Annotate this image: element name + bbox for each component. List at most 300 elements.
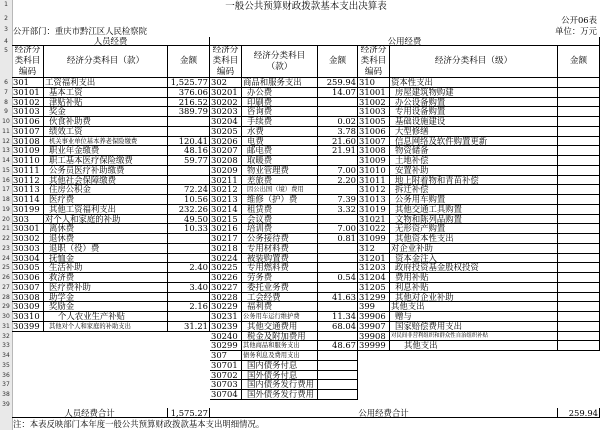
col-header-amount-1: 金额 xyxy=(168,46,210,78)
public-right-code-cell: 31204 xyxy=(358,273,390,283)
public-right-code-cell: 39907 xyxy=(358,322,390,332)
form-number: 公开06表 xyxy=(561,15,597,25)
public-mid-name-cell: 被装购置费 xyxy=(242,254,318,264)
public-mid-code-cell: 30228 xyxy=(210,293,242,303)
row-number: 23 xyxy=(2,244,10,252)
public-mid-amount-cell: 259.94 xyxy=(318,78,358,88)
personnel-code-cell: 30102 xyxy=(12,98,44,108)
public-mid-amount-cell xyxy=(318,302,358,312)
personnel-code-cell: 30113 xyxy=(12,185,44,195)
public-mid-amount-cell: 0.54 xyxy=(318,273,358,283)
public-right-code-cell: 31012 xyxy=(358,185,390,195)
row-number: 15 xyxy=(2,166,10,174)
public-mid-amount-cell xyxy=(318,380,358,390)
public-right-amount-cell xyxy=(558,156,600,166)
row-number: 8 xyxy=(4,98,8,106)
public-mid-name-cell: 邮电费 xyxy=(242,146,318,156)
public-right-name-cell: 土地补偿 xyxy=(390,156,558,166)
public-mid-code-cell: 30218 xyxy=(210,244,242,254)
row-number: 4 xyxy=(4,38,8,45)
public-mid-amount-cell xyxy=(318,156,358,166)
personnel-code-cell: 30114 xyxy=(12,195,44,205)
row-number: 26 xyxy=(2,274,10,281)
public-mid-code-cell: 30202 xyxy=(210,98,242,108)
public-mid-name-cell: 物业管理费 xyxy=(242,166,318,176)
personnel-code-cell: 30107 xyxy=(12,127,44,137)
public-mid-amount-cell xyxy=(318,244,358,254)
personnel-code-cell: 303 xyxy=(12,215,44,225)
personnel-name-cell: 医疗费 xyxy=(44,195,168,205)
personnel-amount-cell xyxy=(168,244,210,254)
public-mid-amount-cell: 0.02 xyxy=(318,117,358,127)
public-right-amount-cell xyxy=(558,332,600,342)
personnel-name-cell: 医疗费补助 xyxy=(44,283,168,293)
public-group-header: 公用经费 xyxy=(210,37,600,46)
public-right-code-cell: 31205 xyxy=(358,283,390,293)
row-number: 18 xyxy=(2,196,10,203)
col-header-name-1: 经济分类科目（款） xyxy=(44,46,168,78)
report-title: 一般公共预算财政拨款基本支出决算表 xyxy=(225,1,387,12)
public-mid-name-cell: 国内债务发行费用 xyxy=(242,380,318,390)
public-right-name-cell: 国家赔偿费用支出 xyxy=(390,322,558,332)
row-number: 25 xyxy=(2,264,10,272)
public-right-amount-cell xyxy=(558,78,600,88)
personnel-name-cell: 工资福利支出 xyxy=(44,78,168,88)
public-total-amount: 259.94 xyxy=(558,408,600,418)
public-right-code-cell: 31005 xyxy=(358,117,390,127)
personnel-name-cell: 公务员医疗补助缴费 xyxy=(44,166,168,176)
public-mid-code-cell: 30229 xyxy=(210,302,242,312)
personnel-amount-cell xyxy=(168,117,210,127)
row-number: 21 xyxy=(2,225,10,233)
public-right-name-cell: 安置补助 xyxy=(390,166,558,176)
row-number: 39 xyxy=(2,400,10,408)
public-mid-amount-cell xyxy=(318,98,358,108)
personnel-code-cell: 30101 xyxy=(12,88,44,98)
public-mid-code-cell: 30214 xyxy=(210,205,242,215)
report-grid xyxy=(12,0,600,430)
public-right-name-cell: 房屋建筑物购建 xyxy=(390,88,558,98)
public-mid-name-cell: 福利费 xyxy=(242,302,318,312)
personnel-code-cell: 30305 xyxy=(12,263,44,273)
public-right-code-cell: 399 xyxy=(358,302,390,312)
public-right-code-cell: 31009 xyxy=(358,156,390,166)
public-right-name-cell: 无形资产购置 xyxy=(390,224,558,234)
public-mid-name-cell: 国外债务付息 xyxy=(242,371,318,381)
personnel-name-cell: 绩效工资 xyxy=(44,127,168,137)
public-mid-name-cell: 电费 xyxy=(242,137,318,147)
public-right-amount-cell xyxy=(558,205,600,215)
personnel-amount-cell: 10.56 xyxy=(168,195,210,205)
public-mid-amount-cell xyxy=(318,390,358,400)
personnel-name-cell: 职业年金缴费 xyxy=(44,146,168,156)
public-right-name-cell: 拆迁补偿 xyxy=(390,185,558,195)
public-mid-code-cell: 30205 xyxy=(210,127,242,137)
row-number: 22 xyxy=(2,235,10,242)
public-right-name-cell: 地上附着物和青苗补偿 xyxy=(390,176,558,186)
public-right-code-cell: 31001 xyxy=(358,88,390,98)
public-right-code-cell: 31299 xyxy=(358,293,390,303)
row-number: 2 xyxy=(4,15,8,22)
row-number: 38 xyxy=(2,391,10,398)
public-mid-name-cell: 委托业务费 xyxy=(242,283,318,293)
personnel-name-cell: 抚恤金 xyxy=(44,254,168,264)
public-right-code-cell: 31022 xyxy=(358,224,390,234)
public-mid-amount-cell: 0.81 xyxy=(318,234,358,244)
public-mid-code-cell: 30231 xyxy=(210,312,242,322)
row-number: 37 xyxy=(2,381,10,389)
public-right-code-cell: 310 xyxy=(358,78,390,88)
public-mid-name-cell: 公务接待费 xyxy=(242,234,318,244)
personnel-name-cell: 救济费 xyxy=(44,273,168,283)
personnel-name-cell: 助学金 xyxy=(44,293,168,303)
unit-label: 单位：万元 xyxy=(555,26,597,36)
personnel-name-cell: 伙食补助费 xyxy=(44,117,168,127)
public-right-name-cell: 利息补贴 xyxy=(390,283,558,293)
public-mid-code-cell: 30211 xyxy=(210,176,242,186)
public-right-name-cell: 费用补贴 xyxy=(390,273,558,283)
department-label: 公开部门：重庆市黔江区人民检察院 xyxy=(13,26,147,36)
public-mid-amount-cell: 68.04 xyxy=(318,322,358,332)
public-mid-code-cell: 30225 xyxy=(210,263,242,273)
public-mid-name-cell: 国外债务发行费用 xyxy=(242,390,318,400)
row-number: 28 xyxy=(2,293,10,301)
public-right-name-cell: 基础设施建设 xyxy=(390,117,558,127)
public-right-amount-cell xyxy=(558,244,600,254)
personnel-name-cell: 津贴补贴 xyxy=(44,98,168,108)
public-mid-name-cell: 手续费 xyxy=(242,117,318,127)
public-mid-code-cell: 30216 xyxy=(210,224,242,234)
personnel-name-cell: 其他对个人和家庭的补助支出 xyxy=(44,322,168,332)
public-mid-code-cell: 30227 xyxy=(210,283,242,293)
public-mid-amount-cell xyxy=(318,361,358,371)
personnel-code-cell: 30108 xyxy=(12,137,44,147)
personnel-code-cell: 30308 xyxy=(12,293,44,303)
row-number: 30 xyxy=(2,313,10,320)
public-mid-code-cell: 30239 xyxy=(210,322,242,332)
public-right-amount-cell xyxy=(558,341,600,351)
public-right-amount-cell xyxy=(558,293,600,303)
public-right-amount-cell xyxy=(558,146,600,156)
personnel-amount-cell xyxy=(168,166,210,176)
public-mid-code-cell: 30208 xyxy=(210,156,242,166)
public-right-code-cell: 31006 xyxy=(358,127,390,137)
row-number: 11 xyxy=(2,127,10,135)
public-right-amount-cell xyxy=(558,98,600,108)
public-right-code-cell: 39908 xyxy=(358,332,390,342)
personnel-name-cell: 奖励金 xyxy=(44,302,168,312)
personnel-code-cell: 301 xyxy=(12,78,44,88)
row-number: 7 xyxy=(4,88,8,96)
personnel-name-cell: 职工基本医疗保险缴费 xyxy=(44,156,168,166)
row-number: 9 xyxy=(4,108,8,116)
public-right-amount-cell xyxy=(558,273,600,283)
personnel-name-cell: 对个人和家庭的补助 xyxy=(44,215,168,225)
public-mid-code-cell: 30299 xyxy=(210,341,242,351)
col-header-name-2: 经济分类科目 （款） xyxy=(242,46,318,78)
public-mid-amount-cell xyxy=(318,263,358,273)
public-right-amount-cell xyxy=(558,195,600,205)
public-right-code-cell: 31099 xyxy=(358,234,390,244)
public-right-amount-cell xyxy=(558,322,600,332)
public-mid-code-cell: 30209 xyxy=(210,166,242,176)
public-mid-amount-cell: 2.20 xyxy=(318,176,358,186)
public-mid-name-cell: 咨询费 xyxy=(242,107,318,117)
public-right-amount-cell xyxy=(558,88,600,98)
personnel-code-cell: 30309 xyxy=(12,302,44,312)
public-mid-name-cell: 其他交通费用 xyxy=(242,322,318,332)
public-right-amount-cell xyxy=(558,137,600,147)
personnel-total-label: 人员经费合计 xyxy=(12,408,168,418)
row-number: 16 xyxy=(2,176,10,184)
row-number: 36 xyxy=(2,371,10,379)
public-right-amount-cell xyxy=(558,176,600,186)
public-mid-name-cell: 专用燃料费 xyxy=(242,263,318,273)
personnel-amount-cell: 49.50 xyxy=(168,215,210,225)
public-mid-name-cell: 印刷费 xyxy=(242,98,318,108)
public-mid-code-cell: 30212 xyxy=(210,185,242,195)
personnel-name-cell: 机关事业单位基本养老保险缴费 xyxy=(44,137,168,147)
public-mid-amount-cell: 14.07 xyxy=(318,88,358,98)
row-number: 24 xyxy=(2,254,10,262)
personnel-amount-cell: 3.40 xyxy=(168,283,210,293)
col-header-code-1: 经济分类科目编码 xyxy=(12,46,44,78)
public-mid-name-cell: 公务用车运行维护费 xyxy=(242,312,318,322)
public-mid-code-cell: 30215 xyxy=(210,215,242,225)
personnel-code-cell: 30112 xyxy=(12,176,44,186)
public-right-code-cell: 31021 xyxy=(358,215,390,225)
public-right-code-cell: 31007 xyxy=(358,137,390,147)
personnel-amount-cell: 72.24 xyxy=(168,185,210,195)
public-right-amount-cell xyxy=(558,302,600,312)
personnel-name-cell: 基本工资 xyxy=(44,88,168,98)
row-number: 10 xyxy=(2,118,10,125)
public-right-name-cell: 公务用车购置 xyxy=(390,195,558,205)
public-right-amount-cell xyxy=(558,127,600,137)
public-mid-name-cell: 取暖费 xyxy=(242,156,318,166)
row-number: 13 xyxy=(2,147,10,155)
public-mid-amount-cell: 7.39 xyxy=(318,195,358,205)
col-header-name-3: 经济分类科目（级） xyxy=(390,46,558,78)
public-mid-name-cell: 其他商品和服务支出 xyxy=(242,341,318,351)
public-mid-code-cell: 30226 xyxy=(210,273,242,283)
personnel-amount-cell xyxy=(168,312,210,322)
public-right-amount-cell xyxy=(558,234,600,244)
public-right-name-cell: 其他交通工具购置 xyxy=(390,205,558,215)
public-mid-code-cell: 30207 xyxy=(210,146,242,156)
public-mid-code-cell: 30240 xyxy=(210,332,242,342)
personnel-code-cell: 30111 xyxy=(12,166,44,176)
row-number: 33 xyxy=(2,342,10,350)
public-right-name-cell: 大型修缮 xyxy=(390,127,558,137)
public-mid-code-cell: 30201 xyxy=(210,88,242,98)
personnel-code-cell: 30304 xyxy=(12,254,44,264)
public-mid-amount-cell xyxy=(318,254,358,264)
public-mid-name-cell: 债务利息及费用支出 xyxy=(242,351,318,361)
col-header-code-2: 经济分类科目编码 xyxy=(210,46,242,78)
personnel-amount-cell xyxy=(168,127,210,137)
public-mid-amount-cell xyxy=(318,215,358,225)
personnel-amount-cell xyxy=(168,176,210,186)
public-mid-name-cell: 培训费 xyxy=(242,224,318,234)
row-number: 19 xyxy=(2,205,10,213)
public-right-amount-cell xyxy=(558,117,600,127)
public-mid-amount-cell xyxy=(318,107,358,117)
public-right-name-cell: 办公设备购置 xyxy=(390,98,558,108)
public-mid-amount-cell: 7.00 xyxy=(318,224,358,234)
public-mid-code-cell: 30217 xyxy=(210,234,242,244)
public-mid-name-cell: 税金及附加费用 xyxy=(242,332,318,342)
personnel-code-cell: 30303 xyxy=(12,244,44,254)
row-number: 34 xyxy=(2,352,10,359)
public-right-code-cell: 31010 xyxy=(358,166,390,176)
public-right-code-cell: 31003 xyxy=(358,107,390,117)
public-right-name-cell: 其他支出 xyxy=(390,302,558,312)
personnel-amount-cell: 389.79 xyxy=(168,107,210,117)
personnel-amount-cell: 2.40 xyxy=(168,263,210,273)
public-mid-name-cell: 劳务费 xyxy=(242,273,318,283)
public-right-amount-cell xyxy=(558,254,600,264)
row-number: 32 xyxy=(2,332,10,340)
public-right-name-cell: 政府投资基金股权投资 xyxy=(390,263,558,273)
public-mid-name-cell: 会议费 xyxy=(242,215,318,225)
public-right-name-cell: 资本性支出 xyxy=(390,78,558,88)
public-right-code-cell: 31019 xyxy=(358,205,390,215)
personnel-amount-cell xyxy=(168,273,210,283)
public-right-code-cell: 31002 xyxy=(358,98,390,108)
personnel-amount-cell xyxy=(168,254,210,264)
public-right-amount-cell xyxy=(558,283,600,293)
public-mid-code-cell: 307 xyxy=(210,351,242,361)
personnel-amount-cell: 232.26 xyxy=(168,205,210,215)
personnel-amount-cell: 1,525.77 xyxy=(168,78,210,88)
public-mid-code-cell: 30703 xyxy=(210,380,242,390)
row-number: 3 xyxy=(4,26,8,33)
public-mid-amount-cell xyxy=(318,351,358,361)
public-right-amount-cell xyxy=(558,185,600,195)
col-header-code-3: 经济分类科目编码 xyxy=(358,46,390,78)
row-number: 5 xyxy=(4,47,8,54)
personnel-name-cell: 个人农业生产补贴 xyxy=(44,312,168,322)
row-number: 1 xyxy=(4,1,8,8)
public-mid-name-cell: 水费 xyxy=(242,127,318,137)
row-number: 35 xyxy=(2,361,10,369)
public-mid-code-cell: 30213 xyxy=(210,195,242,205)
public-total-label: 公用经费合计 xyxy=(210,408,558,418)
row-number: 27 xyxy=(2,283,10,291)
personnel-name-cell: 奖金 xyxy=(44,107,168,117)
public-mid-code-cell: 30203 xyxy=(210,107,242,117)
public-right-name-cell: 对民间非营利组织和群众性自治组织补贴 xyxy=(390,332,558,342)
public-right-code-cell: 31008 xyxy=(358,146,390,156)
public-mid-amount-cell: 3.78 xyxy=(318,127,358,137)
public-mid-name-cell: 专用材料费 xyxy=(242,244,318,254)
footnote: 注：本表反映部门本年度一般公共预算财政拨款基本支出明细情况。 xyxy=(13,419,265,429)
public-right-name-cell: 文物和陈列品购置 xyxy=(390,215,558,225)
personnel-name-cell: 其他工资福利支出 xyxy=(44,205,168,215)
personnel-amount-cell: 216.52 xyxy=(168,98,210,108)
public-mid-amount-cell xyxy=(318,332,358,342)
public-mid-amount-cell: 11.34 xyxy=(318,312,358,322)
public-right-amount-cell xyxy=(558,263,600,273)
personnel-code-cell: 30310 xyxy=(12,312,44,322)
public-mid-name-cell: 国内债务付息 xyxy=(242,361,318,371)
public-mid-code-cell: 302 xyxy=(210,78,242,88)
public-mid-code-cell: 30702 xyxy=(210,371,242,381)
public-mid-code-cell: 30224 xyxy=(210,254,242,264)
public-right-amount-cell xyxy=(558,166,600,176)
public-right-code-cell: 312 xyxy=(358,244,390,254)
personnel-code-cell: 30109 xyxy=(12,146,44,156)
public-right-code-cell: 39999 xyxy=(358,341,390,351)
public-right-code-cell: 31013 xyxy=(358,195,390,205)
public-mid-name-cell: 差旅费 xyxy=(242,176,318,186)
personnel-amount-cell: 120.41 xyxy=(168,137,210,147)
public-mid-name-cell: 租赁费 xyxy=(242,205,318,215)
col-header-amount-3: 金额 xyxy=(558,46,600,78)
row-number: 31 xyxy=(2,322,10,330)
personnel-name-cell: 住房公积金 xyxy=(44,185,168,195)
public-mid-name-cell: 因公出国（境）费用 xyxy=(242,185,318,195)
public-mid-amount-cell xyxy=(318,185,358,195)
public-right-name-cell: 其他对企业补助 xyxy=(390,293,558,303)
public-right-code-cell: 31201 xyxy=(358,254,390,264)
personnel-code-cell: 30301 xyxy=(12,224,44,234)
personnel-code-cell: 30106 xyxy=(12,117,44,127)
public-mid-amount-cell: 3.32 xyxy=(318,205,358,215)
public-right-name-cell: 信息网络及软件购置更新 xyxy=(390,137,558,147)
public-mid-name-cell: 工会经费 xyxy=(242,293,318,303)
public-right-code-cell: 39906 xyxy=(358,312,390,322)
public-right-amount-cell xyxy=(558,215,600,225)
public-mid-amount-cell: 41.63 xyxy=(318,293,358,303)
public-mid-amount-cell: 21.60 xyxy=(318,137,358,147)
personnel-code-cell: 30199 xyxy=(12,205,44,215)
personnel-amount-cell: 31.21 xyxy=(168,322,210,332)
personnel-name-cell: 其他社会保障缴费 xyxy=(44,176,168,186)
personnel-group-header: 人员经费 xyxy=(12,37,210,46)
personnel-amount-cell xyxy=(168,293,210,303)
personnel-amount-cell: 59.77 xyxy=(168,156,210,166)
personnel-amount-cell xyxy=(168,234,210,244)
personnel-name-cell: 退职（役）费 xyxy=(44,244,168,254)
personnel-name-cell: 离休费 xyxy=(44,224,168,234)
public-right-code-cell: 31011 xyxy=(358,176,390,186)
row-number: 17 xyxy=(2,186,10,194)
personnel-code-cell: 30307 xyxy=(12,283,44,293)
personnel-code-cell: 30399 xyxy=(12,322,44,332)
personnel-code-cell: 30103 xyxy=(12,107,44,117)
row-number: 14 xyxy=(2,157,10,164)
personnel-code-cell: 30306 xyxy=(12,273,44,283)
public-right-amount-cell xyxy=(558,312,600,322)
row-number: 29 xyxy=(2,303,10,311)
row-number: 20 xyxy=(2,215,10,223)
personnel-name-cell: 生活补助 xyxy=(44,263,168,273)
personnel-code-cell: 30302 xyxy=(12,234,44,244)
personnel-amount-cell: 48.16 xyxy=(168,146,210,156)
public-mid-code-cell: 30204 xyxy=(210,117,242,127)
public-mid-code-cell: 30206 xyxy=(210,137,242,147)
public-right-code-cell: 31203 xyxy=(358,263,390,273)
public-mid-amount-cell: 48.67 xyxy=(318,341,358,351)
public-right-name-cell: 专用设备购置 xyxy=(390,107,558,117)
public-mid-name-cell: 商品和服务支出 xyxy=(242,78,318,88)
personnel-name-cell: 退休费 xyxy=(44,234,168,244)
public-right-name-cell: 其他支出 xyxy=(390,341,558,351)
public-mid-amount-cell xyxy=(318,283,358,293)
public-mid-name-cell: 办公费 xyxy=(242,88,318,98)
